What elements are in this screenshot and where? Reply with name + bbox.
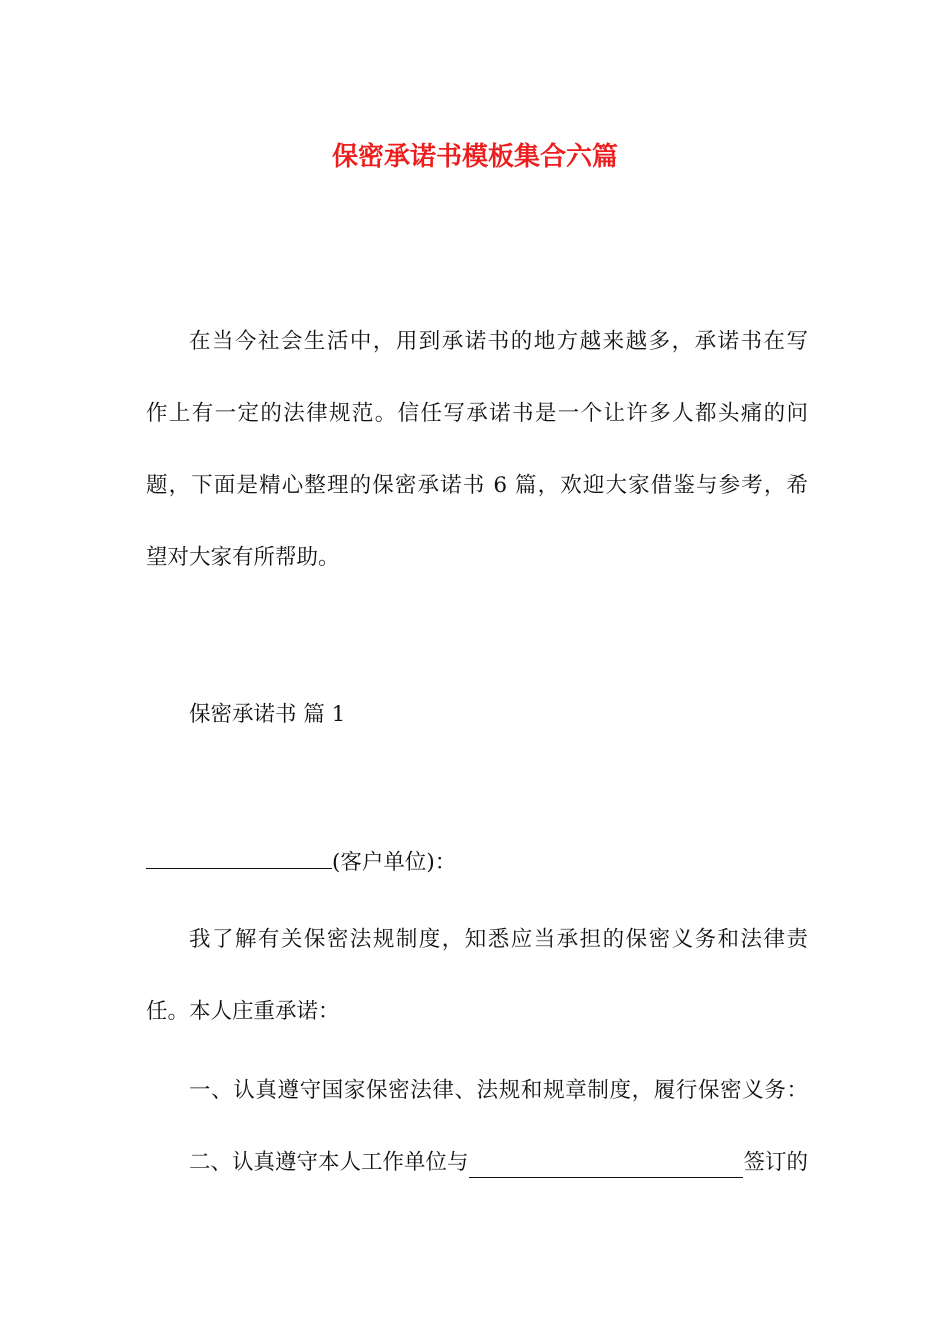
item-two bbox=[189, 1148, 808, 1178]
party-blank bbox=[469, 1155, 744, 1178]
client-blank bbox=[146, 846, 332, 869]
section-heading: 保密承诺书 篇 1 bbox=[189, 702, 346, 727]
body-line-2: 任。本人庄重承诺： bbox=[146, 999, 340, 1024]
item-two-suffix: 签订的 bbox=[743, 1150, 808, 1175]
intro-line-2: 作上有一定的法律规范。信任写承诺书是一个让许多人都头痛的问 bbox=[146, 401, 808, 426]
intro-line-3: 题，下面是精心整理的保密承诺书 6 篇，欢迎大家借鉴与参考，希 bbox=[146, 473, 808, 498]
client-label: (客户单位)： bbox=[332, 850, 457, 875]
body-line-1: 我了解有关保密法规制度，知悉应当承担的保密义务和法律责 bbox=[189, 927, 808, 952]
intro-line-4: 望对大家有所帮助。 bbox=[146, 545, 340, 570]
item-two-prefix: 二、认真遵守本人工作单位与 bbox=[189, 1150, 469, 1175]
document-title: 保密承诺书模板集合六篇 bbox=[331, 142, 618, 172]
item-one: 一、认真遵守国家保密法律、法规和规章制度，履行保密义务： bbox=[189, 1078, 808, 1103]
intro-line-1: 在当今社会生活中，用到承诺书的地方越来越多，承诺书在写 bbox=[189, 329, 808, 354]
client-line bbox=[146, 846, 456, 878]
